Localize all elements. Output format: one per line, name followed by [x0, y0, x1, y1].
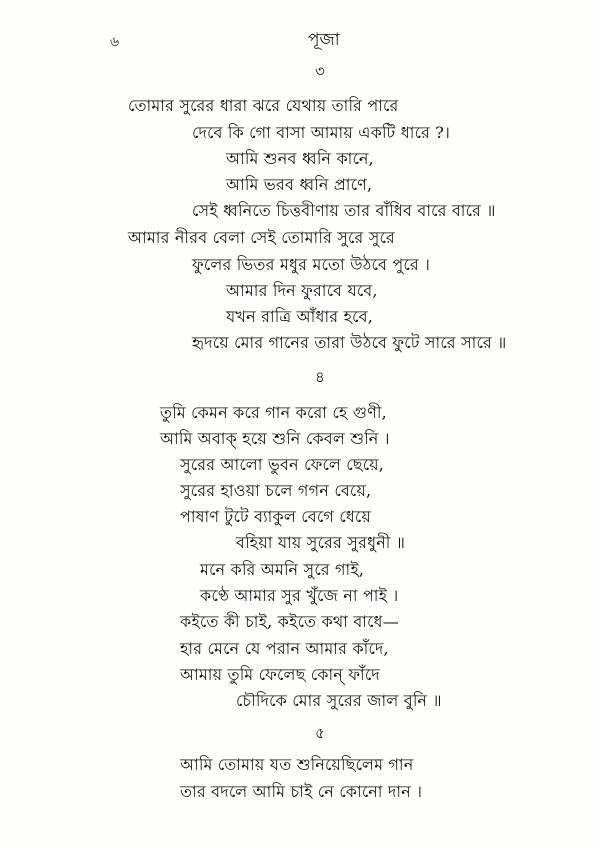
verse-line: তার বদলে আমি চাই নে কোনো দান ।: [180, 782, 423, 801]
song-number: ৩: [315, 62, 325, 80]
verse-line: তোমার সুরের ধারা ঝরে যেথায় তারি পারে: [128, 96, 399, 115]
page-number: ৬: [110, 34, 120, 50]
verse-line: মনে করি অমনি সুরে গাই,: [200, 560, 365, 579]
verse-line: চৌদিকে মোর সুরের জাল বুনি ॥: [236, 691, 442, 710]
page-title: পূজা: [308, 30, 340, 50]
song-number: ৫: [315, 724, 325, 742]
verse-line: কইতে কী চাই, কইতে কথা বাধে—: [180, 612, 399, 631]
verse-line: আমি ভরব ধ্বনি প্রাণে,: [226, 175, 373, 194]
verse-line: সেই ধ্বনিতে চিত্তবীণায় তার বাঁধিব বারে বারে ॥: [192, 201, 496, 220]
verse-line: বহিয়া যায় সুরের সুরধুনী ॥: [236, 533, 406, 552]
verse-line: হার মেনে যে পরান আমার কাঁদে,: [180, 639, 389, 658]
song-number: ৪: [315, 368, 325, 386]
verse-line: তুমি কেমন করে গান করো হে গুণী,: [160, 403, 387, 422]
verse-line: হৃদয়ে মোর গানের তারা উঠবে ফুটে সারে সারে ॥: [192, 333, 507, 352]
verse-line: দেবে কি গো বাসা আমায় একটি ধারে ?।: [192, 123, 450, 142]
verse-line: আমি অবাক্ হয়ে শুনি কেবল শুনি ।: [160, 429, 390, 448]
verse-line: সুরের আলো ভুবন ফেলে ছেয়ে,: [180, 455, 385, 474]
verse-line: পাষাণ টুটে ব্যাকুল বেগে ধেয়ে: [180, 507, 371, 526]
verse-line: সুরের হাওয়া চলে গগন বেয়ে,: [180, 481, 372, 500]
verse-line: আমি শুনব ধ্বনি কানে,: [226, 149, 374, 168]
verse-line: যখন রাত্রি আঁধার হবে,: [226, 307, 374, 326]
verse-line: আমি তোমায় যত শুনিয়েছিলেম গান: [180, 755, 414, 774]
verse-line: আমার দিন ফুরাবে যবে,: [226, 281, 378, 300]
verse-line: আমায় তুমি ফেলেছ কোন্ ফাঁদে: [180, 665, 380, 684]
verse-line: আমার নীরব বেলা সেই তোমারি সুরে সুরে: [128, 228, 395, 247]
verse-line: ফুলের ভিতর মধুর মতো উঠবে পুরে ।: [192, 255, 431, 274]
verse-line: কণ্ঠে আমার সুর খুঁজে না পাই ।: [200, 586, 399, 605]
